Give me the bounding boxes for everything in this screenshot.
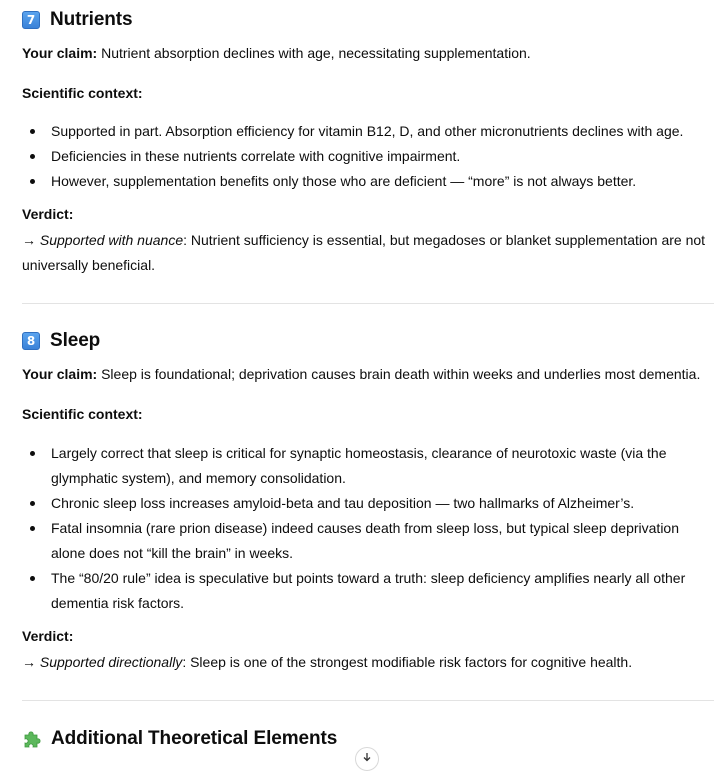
list-item: However, supplementation benefits only those who are deficient — “more” is not always better. — [22, 169, 714, 194]
section-title: Nutrients — [50, 9, 133, 30]
verdict-label: Verdict: — [22, 206, 74, 222]
list-item: Supported in part. Absorption efficiency for vitamin B12, D, and other micronutrients declines with age. — [22, 119, 714, 144]
context-list — [22, 119, 714, 194]
list-item: Fatal insomnia (rare prion disease) indeed causes death from sleep loss, but typical sleep deprivation alone does not “kill the brain” in weeks. — [22, 516, 714, 566]
verdict-text — [22, 228, 714, 278]
context-list — [22, 441, 714, 616]
section-title: Sleep — [50, 330, 101, 351]
puzzle-piece-icon — [22, 729, 42, 749]
verdict-label: Verdict: — [22, 628, 74, 644]
list-item: Largely correct that sleep is critical for synaptic homeostasis, clearance of neurotoxic waste (via the glymphatic system), and memory consolidation. — [22, 441, 714, 491]
section-heading-additional — [22, 728, 337, 750]
verdict-text — [22, 650, 714, 675]
claim-label: Your claim: — [22, 366, 98, 382]
keycap-8-icon: 8 — [22, 332, 40, 350]
arrow: → — [22, 232, 40, 248]
section-heading-sleep — [22, 330, 100, 352]
keycap-7-icon: 7 — [22, 11, 40, 29]
divider — [22, 303, 714, 304]
arrow: → — [22, 654, 40, 670]
section-title: Additional Theoretical Elements — [51, 728, 338, 749]
arrow-down-icon — [362, 752, 372, 762]
context-label: Scientific context: — [22, 406, 143, 422]
verdict-body: : Sleep is one of the strongest modifiable risk factors for cognitive health. — [182, 654, 633, 670]
list-item: The “80/20 rule” idea is speculative but points toward a truth: sleep deficiency amplifies nearly all other dementia risk factors. — [22, 566, 714, 616]
list-item: Deficiencies in these nutrients correlate with cognitive impairment. — [22, 144, 714, 169]
claim-line — [22, 362, 700, 387]
list-item: Chronic sleep loss increases amyloid-beta and tau deposition — two hallmarks of Alzheimer’s. — [22, 491, 714, 516]
claim-text: Sleep is foundational; deprivation causes brain death within weeks and underlies most dementia. — [97, 366, 701, 382]
section-heading-nutrients — [22, 9, 133, 31]
verdict-emphasis: Supported with nuance — [39, 232, 184, 248]
claim-label: Your claim: — [22, 45, 98, 61]
verdict-emphasis: Supported directionally — [39, 654, 183, 670]
verdict-body: : Nutrient sufficiency is essential, but megadoses or blanket supplementation are not universally beneficial. — [22, 232, 706, 273]
scroll-down-button[interactable] — [355, 747, 379, 771]
claim-line — [22, 41, 531, 66]
context-label: Scientific context: — [22, 85, 143, 101]
divider — [22, 700, 714, 701]
claim-text: Nutrient absorption declines with age, necessitating supplementation. — [97, 45, 531, 61]
